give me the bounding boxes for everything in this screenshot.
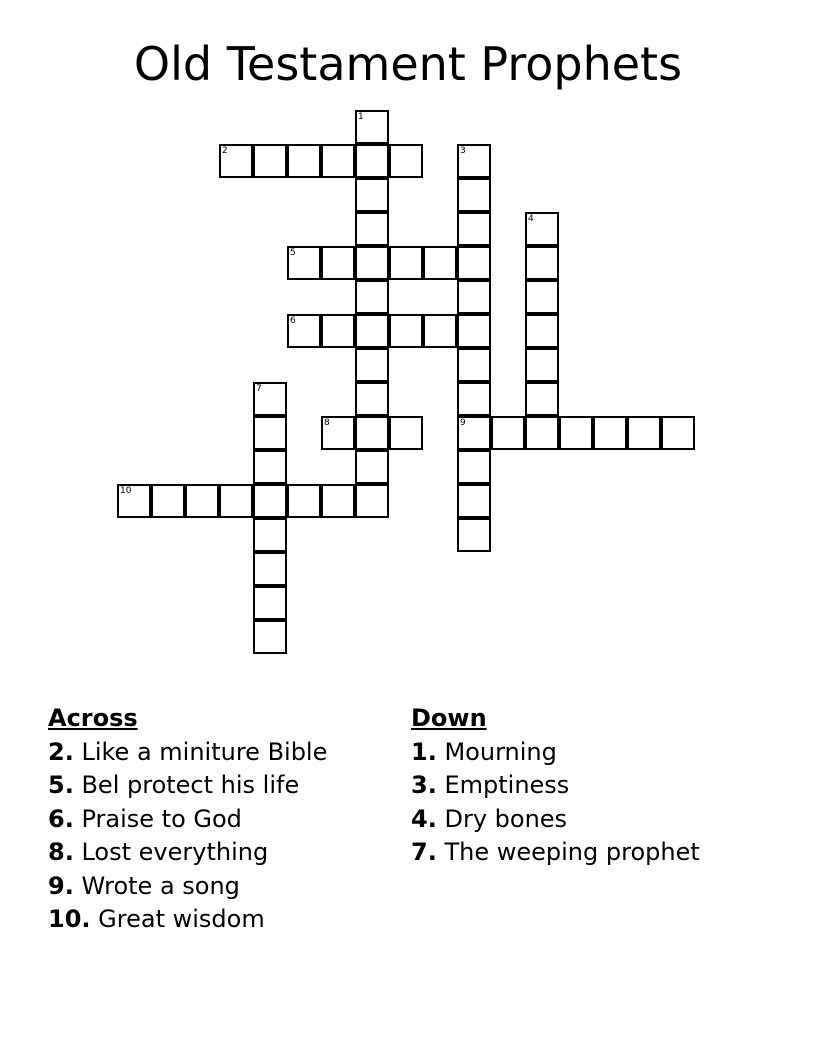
crossword-cell[interactable] <box>525 314 559 348</box>
crossword-cell[interactable] <box>355 348 389 382</box>
down-clue <box>411 736 700 770</box>
clue-number: 8. <box>48 838 74 866</box>
crossword-cell[interactable] <box>355 212 389 246</box>
crossword-cell[interactable] <box>287 246 321 280</box>
cell-number: 3 <box>460 146 466 156</box>
crossword-cell[interactable] <box>253 552 287 586</box>
crossword-cell[interactable] <box>321 144 355 178</box>
clue-text: Great wisdom <box>98 905 265 933</box>
crossword-cell[interactable] <box>457 484 491 518</box>
crossword-cell[interactable] <box>457 382 491 416</box>
across-clue <box>48 903 327 937</box>
across-clues <box>48 702 327 937</box>
crossword-cell[interactable] <box>525 382 559 416</box>
crossword-cell[interactable] <box>253 382 287 416</box>
crossword-cell[interactable] <box>627 416 661 450</box>
crossword-cell[interactable] <box>219 484 253 518</box>
crossword-cell[interactable] <box>525 348 559 382</box>
crossword-cell[interactable] <box>457 212 491 246</box>
cell-number: 8 <box>324 418 330 428</box>
crossword-cell[interactable] <box>389 246 423 280</box>
clue-number: 5. <box>48 771 74 799</box>
crossword-cell[interactable] <box>253 144 287 178</box>
crossword-cell[interactable] <box>525 212 559 246</box>
clue-number: 6. <box>48 804 74 833</box>
crossword-cell[interactable] <box>525 246 559 280</box>
clue-text: Praise to God <box>81 804 242 833</box>
crossword-cell[interactable] <box>253 518 287 552</box>
down-clue <box>411 803 700 837</box>
crossword-cell[interactable] <box>559 416 593 450</box>
crossword-cell[interactable] <box>321 416 355 450</box>
crossword-cell[interactable] <box>457 416 491 450</box>
across-clue <box>48 836 327 870</box>
crossword-cell[interactable] <box>457 518 491 552</box>
clue-text: The weeping prophet <box>444 838 700 866</box>
crossword-cell[interactable] <box>661 416 695 450</box>
clue-number: 9. <box>48 871 74 900</box>
crossword-cell[interactable] <box>355 280 389 314</box>
crossword-cell[interactable] <box>185 484 219 518</box>
crossword-cell[interactable] <box>355 382 389 416</box>
cell-number: 1 <box>358 112 364 122</box>
crossword-cell[interactable] <box>457 450 491 484</box>
crossword-cell[interactable] <box>355 314 389 348</box>
crossword-cell[interactable] <box>253 416 287 450</box>
crossword-cell[interactable] <box>457 144 491 178</box>
crossword-cell[interactable] <box>151 484 185 518</box>
crossword-cell[interactable] <box>423 314 457 348</box>
down-clue <box>411 769 700 803</box>
clue-text: Mourning <box>444 737 557 766</box>
crossword-cell[interactable] <box>525 416 559 450</box>
crossword-cell[interactable] <box>355 484 389 518</box>
crossword-cell[interactable] <box>389 314 423 348</box>
crossword-cell[interactable] <box>321 246 355 280</box>
clue-number: 1. <box>411 737 437 766</box>
cell-number: 6 <box>290 316 296 326</box>
crossword-cell[interactable] <box>389 416 423 450</box>
crossword-cell[interactable] <box>457 314 491 348</box>
crossword-cell[interactable] <box>525 280 559 314</box>
cell-number: 10 <box>120 486 132 496</box>
crossword-cell[interactable] <box>287 314 321 348</box>
clue-text: Dry bones <box>444 804 568 833</box>
across-clue <box>48 736 327 770</box>
clue-text: Like a miniture Bible <box>81 737 328 766</box>
across-clue <box>48 769 327 803</box>
crossword-cell[interactable] <box>355 178 389 212</box>
crossword-cell[interactable] <box>355 144 389 178</box>
cell-number: 7 <box>256 384 262 394</box>
crossword-cell[interactable] <box>355 246 389 280</box>
cell-number: 4 <box>528 214 534 224</box>
crossword-cell[interactable] <box>457 246 491 280</box>
down-heading: Down <box>411 704 487 732</box>
cell-number: 2 <box>222 146 228 156</box>
crossword-cell[interactable] <box>253 450 287 484</box>
clue-number: 7. <box>411 838 437 866</box>
crossword-cell[interactable] <box>253 484 287 518</box>
crossword-cell[interactable] <box>321 484 355 518</box>
down-clues <box>411 702 700 870</box>
puzzle-title: Old Testament Prophets <box>133 37 683 91</box>
across-clue <box>48 803 327 837</box>
clue-text: Emptiness <box>444 771 570 799</box>
crossword-cell[interactable] <box>355 110 389 144</box>
crossword-cell[interactable] <box>355 416 389 450</box>
crossword-cell[interactable] <box>253 620 287 654</box>
crossword-cell[interactable] <box>457 280 491 314</box>
clue-text: Lost everything <box>81 838 269 866</box>
crossword-cell[interactable] <box>355 450 389 484</box>
crossword-cell[interactable] <box>253 586 287 620</box>
cell-number: 9 <box>460 418 466 428</box>
crossword-cell[interactable] <box>457 348 491 382</box>
down-clue <box>411 836 700 870</box>
clue-number: 2. <box>48 737 74 766</box>
clue-number: 3. <box>411 771 437 799</box>
crossword-cell[interactable] <box>321 314 355 348</box>
crossword-cell[interactable] <box>491 416 525 450</box>
crossword-cell[interactable] <box>423 246 457 280</box>
clue-text: Bel protect his life <box>81 771 300 799</box>
across-heading: Across <box>48 704 138 732</box>
crossword-cell[interactable] <box>287 144 321 178</box>
crossword-cell[interactable] <box>287 484 321 518</box>
clue-number: 10. <box>48 905 91 933</box>
crossword-cell[interactable] <box>593 416 627 450</box>
crossword-cell[interactable] <box>457 178 491 212</box>
across-clue <box>48 870 327 904</box>
clue-text: Wrote a song <box>81 871 240 900</box>
clue-number: 4. <box>411 804 437 833</box>
cell-number: 5 <box>290 248 296 258</box>
crossword-cell[interactable] <box>117 484 151 518</box>
crossword-cell[interactable] <box>389 144 423 178</box>
crossword-cell[interactable] <box>219 144 253 178</box>
